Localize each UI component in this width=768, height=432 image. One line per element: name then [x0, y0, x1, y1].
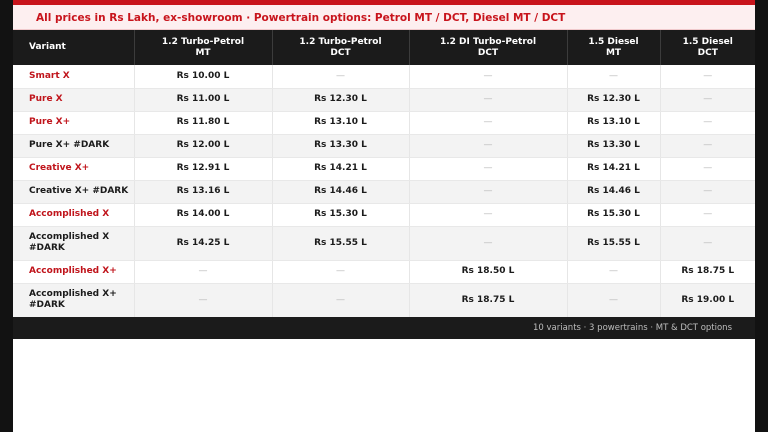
- price-cell: —: [567, 260, 660, 283]
- variant-link[interactable]: Pure X+: [13, 111, 134, 134]
- price-cell: Rs 11.00 L: [134, 88, 272, 111]
- price-cell: Rs 18.75 L: [660, 260, 755, 283]
- table-row: [13, 180, 755, 203]
- price-cell: Rs 12.91 L: [134, 157, 272, 180]
- price-cell: Rs 13.10 L: [567, 111, 660, 134]
- column-header-diesel-mt: 1.5 Diesel MT: [567, 30, 660, 65]
- variant-name: Accomplished X+ #DARK: [13, 283, 134, 317]
- price-cell: —: [660, 65, 755, 88]
- variant-link[interactable]: Accomplished X: [13, 203, 134, 226]
- price-cell: Rs 15.55 L: [567, 226, 660, 260]
- table-row: [13, 226, 755, 260]
- price-cell: —: [660, 180, 755, 203]
- price-cell: Rs 15.55 L: [272, 226, 409, 260]
- price-panel: [13, 0, 755, 432]
- price-cell: —: [409, 111, 567, 134]
- price-cell: Rs 14.46 L: [272, 180, 409, 203]
- price-cell: Rs 14.21 L: [272, 157, 409, 180]
- price-cell: —: [567, 283, 660, 317]
- column-header-petrol-mt: 1.2 Turbo-Petrol MT: [134, 30, 272, 65]
- price-cell: —: [567, 65, 660, 88]
- table-row: [13, 88, 755, 111]
- price-cell: —: [660, 226, 755, 260]
- table-footer: [13, 317, 755, 339]
- variant-name: Accomplished X #DARK: [13, 226, 134, 260]
- price-cell: Rs 13.30 L: [567, 134, 660, 157]
- price-cell: —: [660, 134, 755, 157]
- price-cell: Rs 14.00 L: [134, 203, 272, 226]
- table-header-row: [13, 30, 755, 65]
- price-cell: —: [660, 88, 755, 111]
- variant-link[interactable]: Accomplished X+: [13, 260, 134, 283]
- table-row: [13, 157, 755, 180]
- price-cell: —: [272, 260, 409, 283]
- price-cell: —: [409, 134, 567, 157]
- column-header-diesel-dct: 1.5 Diesel DCT: [660, 30, 755, 65]
- price-cell: —: [272, 283, 409, 317]
- table-row: [13, 134, 755, 157]
- price-cell: —: [660, 111, 755, 134]
- table-summary: 10 variants · 3 powertrains · MT & DCT options: [532, 323, 732, 333]
- price-cell: Rs 18.75 L: [409, 283, 567, 317]
- price-table: [13, 30, 755, 318]
- table-row: [13, 260, 755, 283]
- price-cell: Rs 14.46 L: [567, 180, 660, 203]
- price-cell: —: [409, 226, 567, 260]
- price-cell: Rs 19.00 L: [660, 283, 755, 317]
- price-cell: Rs 12.30 L: [272, 88, 409, 111]
- price-cell: Rs 11.80 L: [134, 111, 272, 134]
- price-cell: Rs 12.30 L: [567, 88, 660, 111]
- price-cell: Rs 13.10 L: [272, 111, 409, 134]
- price-cell: —: [660, 203, 755, 226]
- price-note-bar: [13, 5, 755, 30]
- price-cell: Rs 10.00 L: [134, 65, 272, 88]
- variant-name: Creative X+ #DARK: [13, 180, 134, 203]
- price-cell: —: [409, 180, 567, 203]
- price-cell: —: [134, 283, 272, 317]
- price-cell: —: [272, 65, 409, 88]
- price-cell: Rs 15.30 L: [272, 203, 409, 226]
- price-cell: —: [660, 157, 755, 180]
- variant-link[interactable]: Pure X: [13, 88, 134, 111]
- variant-link[interactable]: Creative X+: [13, 157, 134, 180]
- price-cell: Rs 13.16 L: [134, 180, 272, 203]
- price-cell: —: [409, 65, 567, 88]
- price-cell: Rs 13.30 L: [272, 134, 409, 157]
- table-row: [13, 283, 755, 317]
- price-cell: Rs 12.00 L: [134, 134, 272, 157]
- price-cell: Rs 14.25 L: [134, 226, 272, 260]
- price-cell: Rs 18.50 L: [409, 260, 567, 283]
- table-row: [13, 203, 755, 226]
- variant-name: Pure X+ #DARK: [13, 134, 134, 157]
- column-header-variant: Variant: [13, 30, 134, 65]
- price-cell: Rs 15.30 L: [567, 203, 660, 226]
- column-header-di-petrol-dct: 1.2 DI Turbo-Petrol DCT: [409, 30, 567, 65]
- table-row: [13, 65, 755, 88]
- table-row: [13, 111, 755, 134]
- column-header-petrol-dct: 1.2 Turbo-Petrol DCT: [272, 30, 409, 65]
- variant-link[interactable]: Smart X: [13, 65, 134, 88]
- price-cell: —: [409, 157, 567, 180]
- price-cell: —: [409, 203, 567, 226]
- price-note: All prices in Rs Lakh, ex-showroom · Powertrain options: Petrol MT / DCT, Diesel MT / DCT: [36, 12, 566, 24]
- price-cell: Rs 14.21 L: [567, 157, 660, 180]
- price-cell: —: [134, 260, 272, 283]
- price-cell: —: [409, 88, 567, 111]
